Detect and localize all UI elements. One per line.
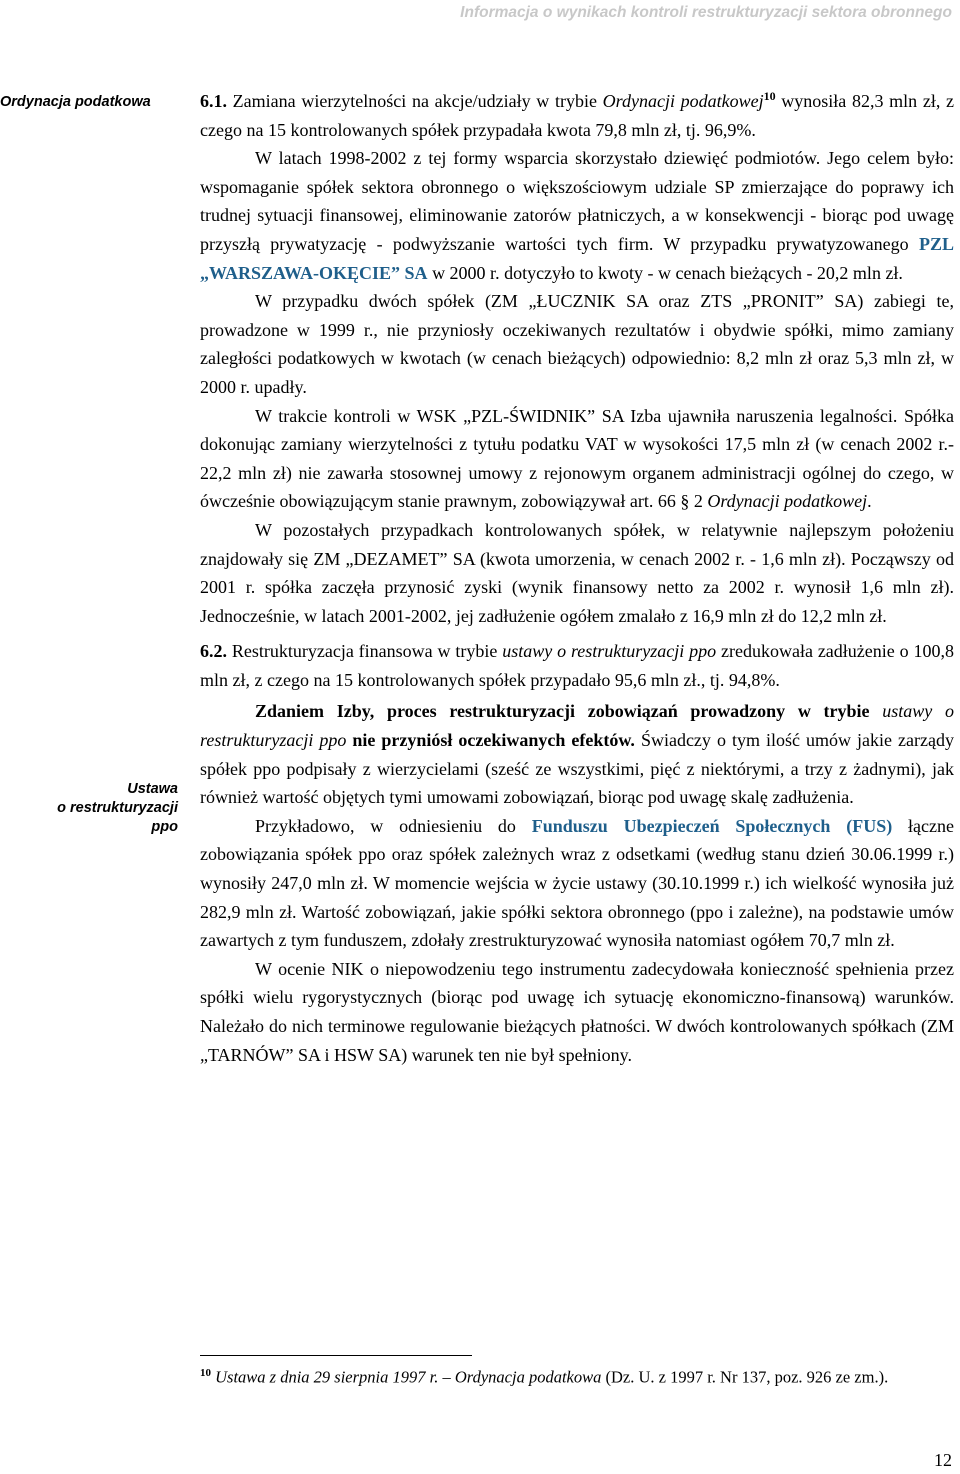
margin-note-line: o restrukturyzacji	[57, 800, 178, 816]
text-run: W trakcie kontroli w WSK „PZL-ŚWIDNIK” SA Izba ujawniła naruszenia legalności. Spółka dokonując zamiany wierzytelności z tytułu podatku VAT w wysokości 17,5 mln zł (w cenach 2002 r.- 22,2 mln zł) nie zawarła stosownej umowy z rejonowym organem administracji ogólnej do czego, w ówcześnie obowiązującym stanie prawnym, zobowiązywał art. 66 § 2	[200, 405, 954, 512]
paragraph-6-1-two-companies: W przypadku dwóch spółek (ZM „ŁUCZNIK SA oraz ZTS „PRONIT” SA) zabiegi te, prowadzone w 1999 r., nie przyniosły oczekiwanych rezultatów i obydwie spółki, mimo zamiany zaległości podatkowych w kwotach (w cenach bieżących) odpowiednio: 8,2 mln zł oraz 5,3 mln zł, w 2000 r. upadły.	[200, 291, 954, 397]
footnote-divider	[200, 1355, 472, 1356]
footnote-reference[interactable]: 10	[763, 89, 776, 103]
italic-reference: Ordynacji podatkowej	[602, 91, 764, 111]
margin-note-text: Ordynacja podatkowa	[0, 94, 151, 110]
paragraph-6-2-nik: W ocenie NIK o niepowodzeniu tego instrumentu zadecydowała konieczność spełnienia przez spółki wielu rygorystycznych (biorąc pod uwagę ich sytuację ekonomiczno-finansową) warunków. Należało do nich terminowe regulowanie bieżących płatności. W dwóch kontrolowanych spółkach (ZM „TARNÓW” SA i HSW SA) warunek ten nie był spełniony.	[200, 958, 954, 1065]
main-content	[200, 82, 954, 1069]
margin-note-ordynacja	[0, 93, 178, 112]
italic-reference: Ordynacji podatkowej	[707, 491, 868, 512]
section-number: 6.2.	[200, 641, 227, 662]
paragraph-6-2-fus	[200, 812, 954, 955]
text-run: W latach 1998-2002 z tej formy wsparcia skorzystało dziewięć podmiotów. Jego celem było: wspomaganie spółek sektora obronnego o większościowym udziale SP zmierzające do poprawy ich trudnej sytuacji finansowej, eliminowanie zatorów płatniczych, a w konsekwencji - biorąc pod uwagę przyszłą prywatyzację - podwyższanie wartości tych firm. W przypadku prywatyzowanego	[200, 148, 954, 254]
paragraph-6-1-years	[200, 144, 954, 287]
text-run: w 2000 r. dotyczyło to kwoty - w cenach bieżących - 20,2 mln zł.	[427, 262, 903, 283]
text-run: Restrukturyzacja finansowa w trybie	[227, 641, 503, 662]
text-run: zredukowała zadłużenie o 100,8 mln zł, z czego na 15 kontrolowanych spółek przypadało 95,6 mln zł., tj. 94,8%.	[200, 641, 954, 690]
margin-note-line: ppo	[151, 819, 178, 835]
fund-highlight: Funduszu Ubezpieczeń Społecznych (FUS)	[531, 815, 893, 836]
footnote-italic: Ustawa z dnia 29 sierpnia 1997 r. – Ordynacja podatkowa	[211, 1367, 602, 1387]
paragraph-6-1-control	[200, 402, 954, 516]
paragraph-6-2-intro	[200, 637, 954, 694]
margin-note-ustawa	[0, 780, 178, 837]
paragraph-6-1-intro	[200, 82, 954, 144]
paragraph-6-1-other: W pozostałych przypadkach kontrolowanych spółek, w relatywnie najlepszym położeniu znajdowały się ZM „DEZAMET” SA (kwota umorzenia, w cenach 2002 r. - 1,6 mln zł). Począwszy od 2001 r. spółka zaczęła przynosić zyski (wynik finansowy netto za 2002 r. wynosił 1,6 mln zł). Jednocześnie, w latach 2001-2002, jej zadłużenie ogółem zmalało z 16,9 mln zł do 12,2 mln zł.	[200, 519, 954, 626]
footnote	[200, 1362, 954, 1389]
text-run: .	[867, 491, 872, 512]
italic-reference: ustawy o restrukturyzacji ppo	[200, 701, 954, 751]
italic-reference: ustawy o restrukturyzacji ppo	[502, 641, 717, 662]
text-run: wynosiła 82,3 mln zł, z czego na 15 kontrolowanych spółek przypadała kwota 79,8 mln zł, tj. 96,9%.	[200, 91, 954, 140]
footnote-text: (Dz. U. z 1997 r. Nr 137, poz. 926 ze zm.).	[601, 1367, 889, 1387]
margin-note-line: Ustawa	[127, 781, 178, 797]
paragraph-6-2-opinion	[200, 697, 954, 811]
bold-text: Zdaniem Izby, proces restrukturyzacji zobowiązań prowadzony w trybie	[255, 701, 883, 722]
company-highlight: PZL „WARSZAWA-OKĘCIE” SA	[200, 233, 954, 283]
text-run: Zamiana wierzytelności na akcje/udziały w trybie	[227, 91, 603, 111]
text-run: Przykładowo, w odniesieniu do	[255, 815, 532, 836]
page-number: 12	[934, 1450, 952, 1470]
footnote-mark: 10	[200, 1367, 211, 1379]
bold-text: nie przyniósł oczekiwanych efektów.	[346, 730, 635, 751]
text-run: łączne zobowiązania spółek ppo oraz spółek zależnych wraz z odsetkami (według stanu dzień 30.06.1999 r.) wynosiły 247,0 mln zł. W momencie wejścia w życie ustawy (30.10.1999 r.) ich wielkość wynosiła już 282,9 mln zł. Wartość zobowiązań, jakie spółki sektora obronnego (ppo i zależne), na podstawie umów zawartych z tym funduszem, zdołały zrestrukturyzować wynosiła natomiast ogółem 70,7 mln zł.	[200, 815, 954, 951]
running-header: Informacja o wynikach kontroli restrukturyzacji sektora obronnego	[460, 4, 952, 21]
text-run: Świadczy o tym ilość umów jakie zarządy spółek ppo podpisały z wierzycielami (sześć ze wszystkimi, pięć z niektórymi, a trzy z żadnymi), jak również wartość objętych tymi umowami zobowiązań, biorąc pod uwagę skalę zadłużenia.	[200, 730, 954, 808]
section-number: 6.1.	[200, 91, 227, 111]
